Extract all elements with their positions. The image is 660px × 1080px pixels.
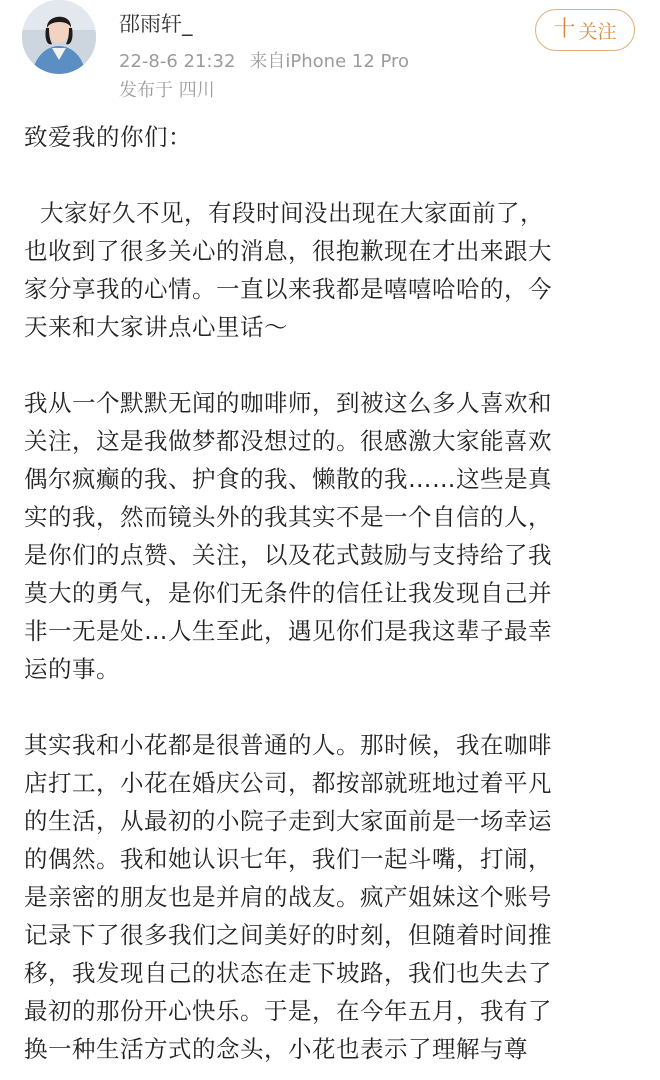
post-location: 发布于 四川 <box>119 80 215 101</box>
plus-icon: 十 <box>553 17 576 42</box>
text-line: 其实我和小花都是很普通的人。那时候，我在咖啡 <box>24 731 552 759</box>
text-line: 家分享我的心情。一直以来我都是嘻嘻哈哈的，今 <box>24 275 552 303</box>
text-line: 记录下了很多我们之间美好的时刻，但随着时间推 <box>24 921 552 949</box>
text-line: 我从一个默默无闻的咖啡师，到被这么多人喜欢和 <box>24 389 552 417</box>
text-line: 也收到了很多关心的消息，很抱歉现在才出来跟大 <box>24 237 552 265</box>
text-line: 最初的那份开心快乐。于是，在今年五月，我有了 <box>24 997 552 1025</box>
post-header <box>0 0 660 108</box>
text-line: 运的事。 <box>24 655 120 683</box>
username[interactable]: 邵雨轩_ <box>119 12 193 36</box>
text-line: 关注，这是我做梦都没想过的。很感激大家能喜欢 <box>24 427 552 455</box>
paragraph-gap <box>24 688 636 726</box>
text-line: 是你们的点赞、关注，以及花式鼓励与支持给了我 <box>24 541 552 569</box>
post-time: 22-8-6 21:32 <box>119 51 236 72</box>
text-line: 店打工，小花在婚庆公司，都按部就班地过着平凡 <box>24 769 552 797</box>
text-line: 实的我，然而镜头外的我其实不是一个自信的人， <box>24 503 552 531</box>
text-line: 莫大的勇气，是你们无条件的信任让我发现自己并 <box>24 579 552 607</box>
post-greeting: 致爱我的你们： <box>24 123 192 151</box>
paragraph-gap <box>24 156 636 194</box>
paragraph-1 <box>24 194 636 346</box>
follow-button[interactable] <box>535 9 635 51</box>
text-line: 天来和大家讲点心里话～ <box>24 313 288 341</box>
text-line: 的生活，从最初的小院子走到大家面前是一场幸运 <box>24 807 552 835</box>
post-body <box>24 108 636 1068</box>
post-source: 来自iPhone 12 Pro <box>249 51 410 72</box>
text-line: 换一种生活方式的念头，小花也表示了理解与尊 <box>24 1035 528 1063</box>
follow-button-label: 关注 <box>578 20 617 43</box>
post-meta <box>119 47 409 73</box>
text-line: 偶尔疯癫的我、护食的我、懒散的我……这些是真 <box>24 465 552 493</box>
avatar[interactable] <box>22 0 96 74</box>
text-line: 移，我发现自己的状态在走下坡路，我们也失去了 <box>24 959 552 987</box>
paragraph-gap <box>24 346 636 384</box>
paragraph-2 <box>24 384 636 688</box>
paragraph-3 <box>24 726 636 1068</box>
text-line: 非一无是处…人生至此，遇见你们是我这辈子最幸 <box>24 617 552 645</box>
avatar-image <box>22 0 96 74</box>
text-line: 的偶然。我和她认识七年，我们一起斗嘴，打闹， <box>24 845 552 873</box>
text-line: 是亲密的朋友也是并肩的战友。疯产姐妹这个账号 <box>24 883 552 911</box>
text-line: 大家好久不见，有段时间没出现在大家面前了， <box>24 199 544 227</box>
